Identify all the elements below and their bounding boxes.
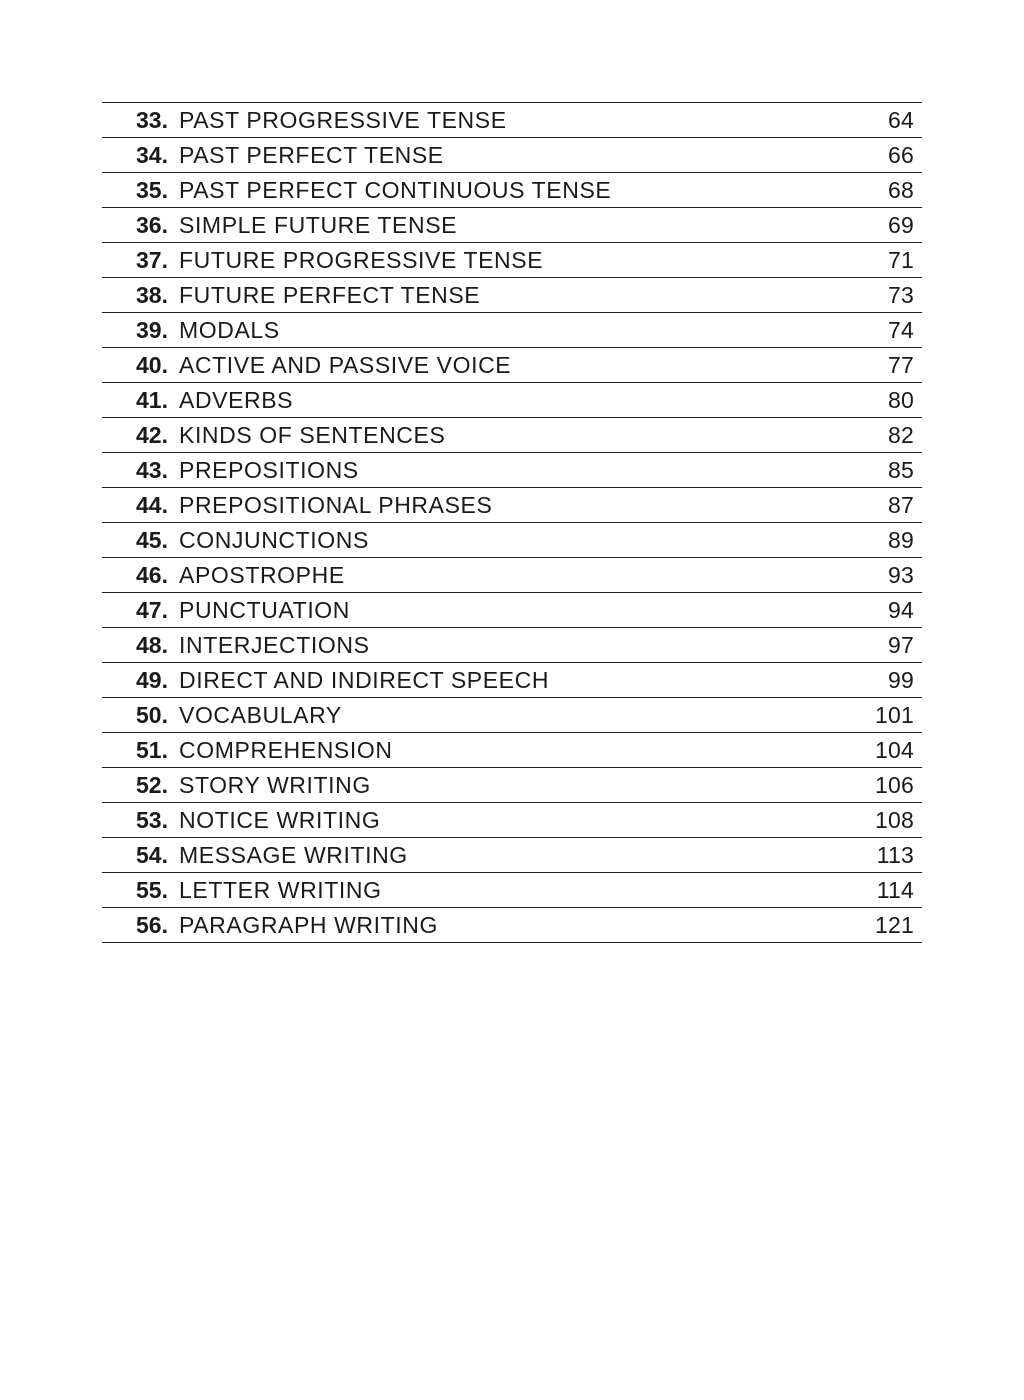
page-number: 121 (875, 911, 914, 938)
chapter-title: NOTICE WRITING (179, 806, 381, 833)
page-number: 64 (888, 106, 914, 133)
toc-row[interactable] (102, 173, 922, 208)
toc-row[interactable] (102, 873, 922, 908)
toc-row[interactable] (102, 208, 922, 243)
toc-row[interactable] (102, 348, 922, 383)
chapter-number: 36. (136, 211, 168, 238)
chapter-title: PAST PERFECT TENSE (179, 141, 444, 168)
chapter-title: KINDS OF SENTENCES (179, 421, 446, 448)
chapter-number: 56. (136, 911, 168, 938)
toc-row[interactable] (102, 768, 922, 803)
chapter-title: PAST PROGRESSIVE TENSE (179, 106, 507, 133)
table-of-contents (102, 102, 922, 943)
chapter-title: FUTURE PERFECT TENSE (179, 281, 481, 308)
toc-row[interactable] (102, 313, 922, 348)
chapter-number: 34. (136, 141, 168, 168)
toc-row[interactable] (102, 418, 922, 453)
toc-row[interactable] (102, 278, 922, 313)
chapter-number: 42. (136, 421, 168, 448)
toc-row[interactable] (102, 593, 922, 628)
page-number: 74 (888, 316, 914, 343)
page-number: 113 (876, 841, 914, 868)
chapter-title: LETTER WRITING (179, 876, 382, 903)
chapter-title: MODALS (179, 316, 280, 343)
toc-row[interactable] (102, 103, 922, 138)
page-number: 82 (888, 421, 914, 448)
toc-row[interactable] (102, 838, 922, 873)
chapter-title: MESSAGE WRITING (179, 841, 408, 868)
chapter-number: 49. (136, 666, 168, 693)
chapter-number: 51. (136, 736, 168, 763)
toc-row[interactable] (102, 523, 922, 558)
toc-row[interactable] (102, 663, 922, 698)
chapter-number: 55. (136, 876, 168, 903)
chapter-title: PARAGRAPH WRITING (179, 911, 438, 938)
chapter-number: 41. (136, 386, 168, 413)
page-number: 66 (888, 141, 914, 168)
page-number: 108 (875, 806, 914, 833)
chapter-title: APOSTROPHE (179, 561, 345, 588)
page-number: 104 (875, 736, 914, 763)
chapter-title: DIRECT AND INDIRECT SPEECH (179, 666, 550, 693)
chapter-number: 52. (136, 771, 168, 798)
toc-row[interactable] (102, 908, 922, 943)
chapter-title: STORY WRITING (179, 771, 371, 798)
toc-row[interactable] (102, 558, 922, 593)
chapter-title: FUTURE PROGRESSIVE TENSE (179, 246, 544, 273)
chapter-number: 47. (136, 596, 168, 623)
page-number: 99 (888, 666, 914, 693)
page-number: 93 (888, 561, 914, 588)
toc-row[interactable] (102, 453, 922, 488)
chapter-title: PREPOSITIONS (179, 456, 359, 483)
toc-row[interactable] (102, 803, 922, 838)
chapter-title: ADVERBS (179, 386, 294, 413)
toc-row[interactable] (102, 138, 922, 173)
chapter-number: 35. (136, 176, 168, 203)
chapter-number: 44. (136, 491, 168, 518)
chapter-title: SIMPLE FUTURE TENSE (179, 211, 458, 238)
chapter-number: 39. (136, 316, 168, 343)
page-number: 89 (888, 526, 914, 553)
chapter-number: 53. (136, 806, 168, 833)
chapter-title: INTERJECTIONS (179, 631, 370, 658)
toc-row[interactable] (102, 243, 922, 278)
page-number: 71 (888, 246, 914, 273)
page-number: 77 (888, 351, 914, 378)
chapter-title: PUNCTUATION (179, 596, 351, 623)
page-number: 69 (888, 211, 914, 238)
chapter-number: 45. (136, 526, 168, 553)
chapter-number: 37. (136, 246, 168, 273)
toc-row[interactable] (102, 383, 922, 418)
chapter-number: 48. (136, 631, 168, 658)
page-number: 97 (888, 631, 914, 658)
toc-row[interactable] (102, 698, 922, 733)
chapter-title: PREPOSITIONAL PHRASES (179, 491, 493, 518)
chapter-number: 38. (136, 281, 168, 308)
chapter-title: ACTIVE AND PASSIVE VOICE (179, 351, 512, 378)
page-number: 85 (888, 456, 914, 483)
page-number: 106 (875, 771, 914, 798)
toc-row[interactable] (102, 628, 922, 663)
chapter-title: COMPREHENSION (179, 736, 393, 763)
chapter-number: 43. (136, 456, 168, 483)
page-number: 68 (888, 176, 914, 203)
page-number: 101 (875, 701, 914, 728)
chapter-number: 54. (136, 841, 168, 868)
chapter-title: CONJUNCTIONS (179, 526, 369, 553)
chapter-title: PAST PERFECT CONTINUOUS TENSE (179, 176, 612, 203)
page-number: 87 (888, 491, 914, 518)
toc-row[interactable] (102, 733, 922, 768)
chapter-number: 46. (136, 561, 168, 588)
chapter-number: 50. (136, 701, 168, 728)
page-number: 94 (888, 596, 914, 623)
page-number: 114 (876, 876, 914, 903)
chapter-number: 40. (136, 351, 168, 378)
page-number: 80 (888, 386, 914, 413)
toc-row[interactable] (102, 488, 922, 523)
chapter-title: VOCABULARY (179, 701, 342, 728)
chapter-number: 33. (136, 106, 168, 133)
page-number: 73 (888, 281, 914, 308)
